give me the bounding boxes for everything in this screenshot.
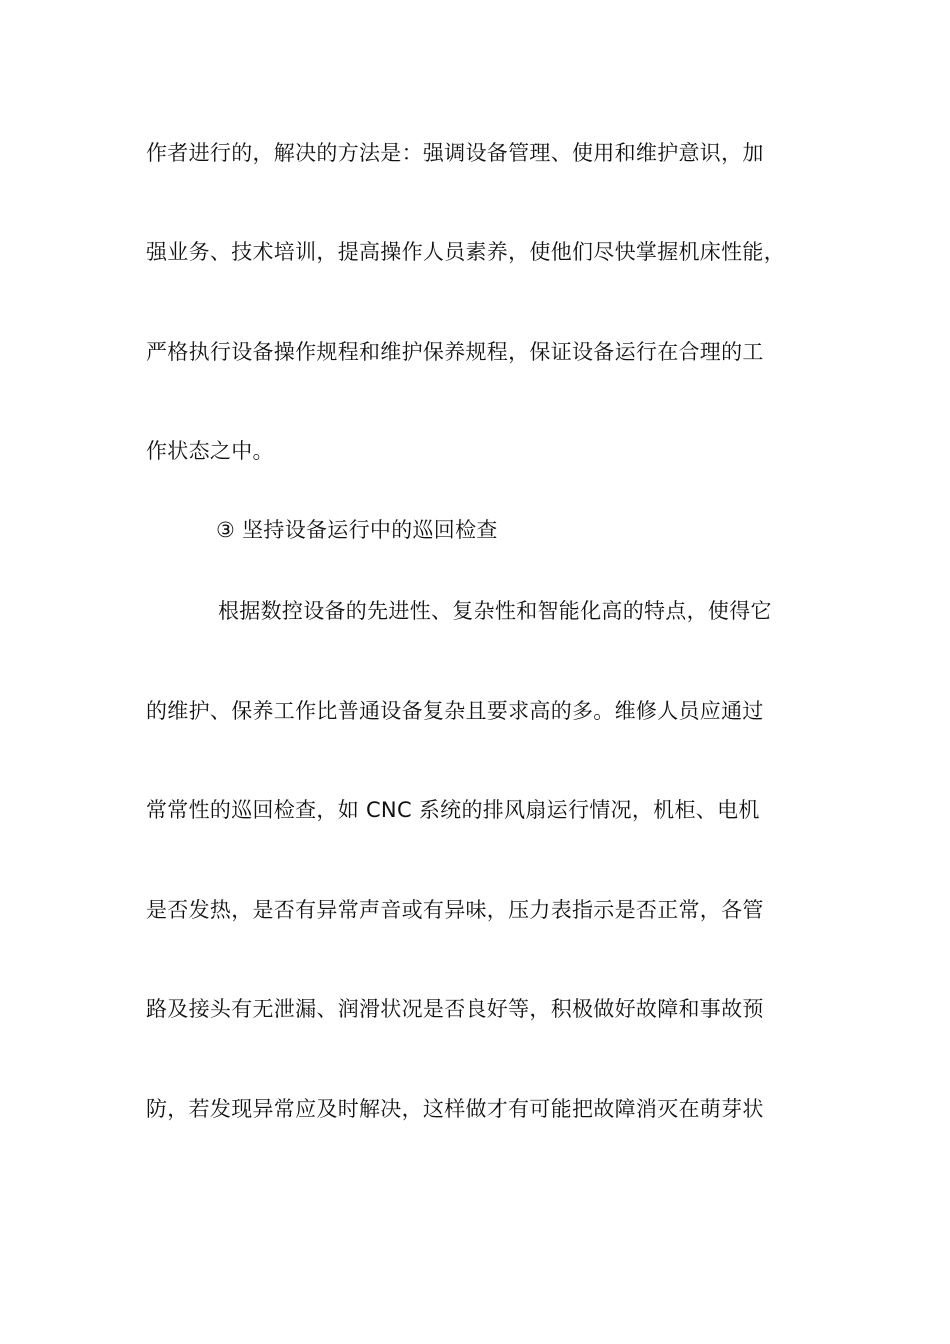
paragraph-2-line-5: 路及接头有无泄漏、润滑状况是否良好等，积极做好故障和事故预 [146, 997, 764, 1021]
paragraph-2-line-4: 是否发热，是否有异常声音或有异味，压力表指示是否正常，各管 [146, 898, 764, 922]
paragraph-2-line-2: 的维护、保养工作比普通设备复杂且要求高的多。维修人员应通过 [146, 699, 764, 723]
paragraph-1-line-4: 作状态之中。 [146, 439, 274, 463]
paragraph-2-line-3: 常常性的巡回检查，如 CNC 系统的排风扇运行情况，机柜、电机 [146, 798, 760, 822]
section-heading: ③ 坚持设备运行中的巡回检查 [216, 518, 498, 542]
paragraph-2-line-6: 防，若发现异常应及时解决，这样做才有可能把故障消灭在萌芽状 [146, 1097, 764, 1121]
paragraph-1-line-1: 作者进行的，解决的方法是：强调设备管理、使用和维护意识，加 [146, 141, 764, 165]
paragraph-2-line-1: 根据数控设备的先进性、复杂性和智能化高的特点，使得它 [218, 599, 772, 623]
paragraph-1-line-2: 强业务、技术培训，提高操作人员素养，使他们尽快掌握机床性能， [146, 240, 785, 264]
paragraph-1-line-3: 严格执行设备操作规程和维护保养规程，保证设备运行在合理的工 [146, 340, 764, 364]
